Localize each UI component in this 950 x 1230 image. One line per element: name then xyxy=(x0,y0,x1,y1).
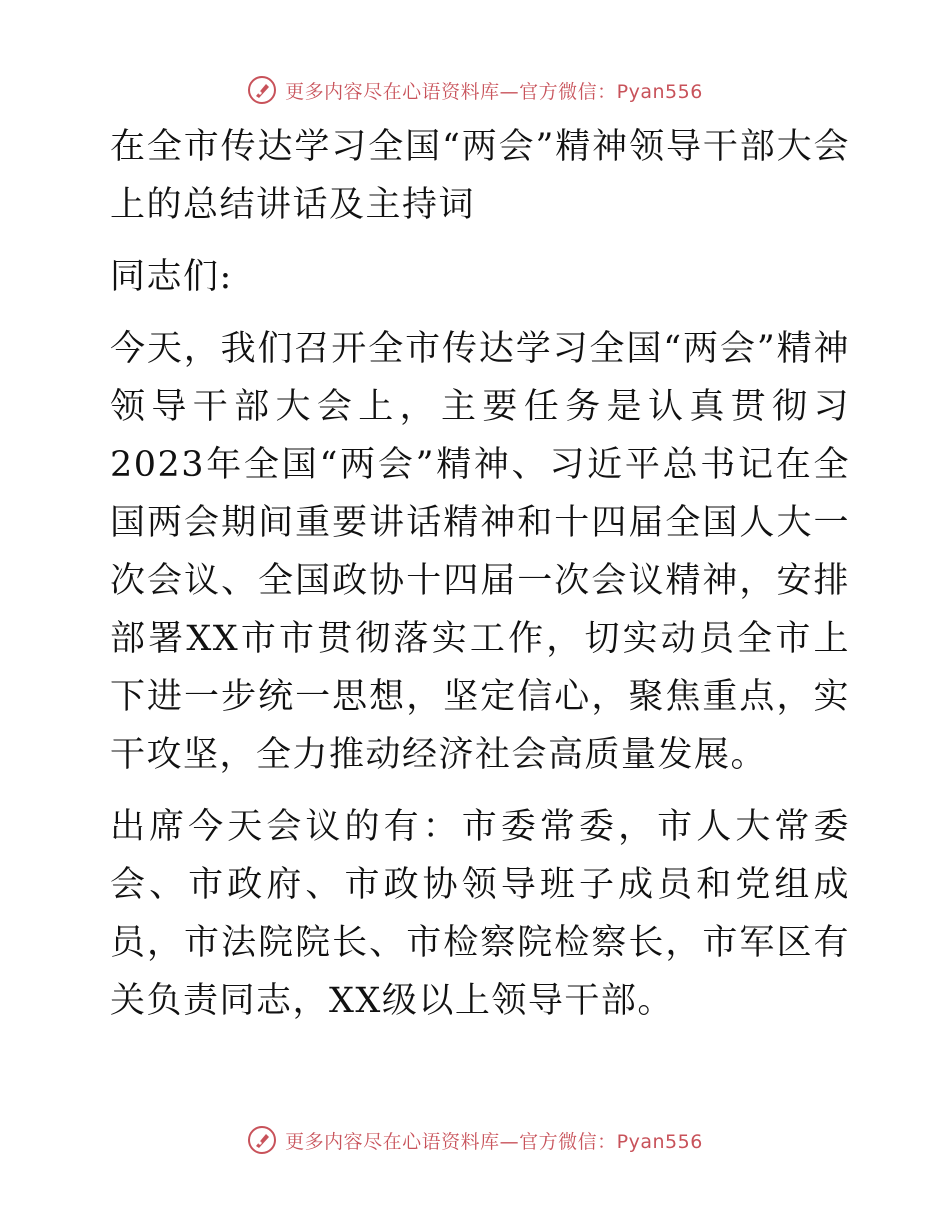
paragraph: 今天，我们召开全市传达学习全国“两会”精神领导干部大会上，主要任务是认真贯彻习2023年全国“两会”精神、习近平总书记在全国两会期间重要讲话精神和十四届全国人大一次会议、全国政协十四届一次会议精神，安排部署XX市市贯彻落实工作，切实动员全市上下进一步统一思想，坚定信心，聚焦重点，实干攻坚，全力推动经济社会高质量发展。 xyxy=(110,329,850,775)
pen-nib-logo-icon xyxy=(247,1125,277,1155)
pen-nib-logo-icon xyxy=(247,75,277,105)
header-watermark xyxy=(0,72,950,108)
footer-watermark xyxy=(0,1122,950,1158)
document-body xyxy=(98,118,850,1044)
paragraph: 出席今天会议的有：市委常委，市人大常委会、市政府、市政协领导班子成员和党组成员，市法院院长、市检察院检察长，市军区有关负责同志，XX级以上领导干部。 xyxy=(110,807,850,1021)
document-title: 在全市传达学习全国“两会”精神领导干部大会上的总结讲话及主持词 xyxy=(110,127,850,225)
watermark-text: 更多内容尽在心语资料库—官方微信：Pyan556 xyxy=(285,1130,703,1153)
salutation: 同志们: xyxy=(110,257,233,297)
watermark-text: 更多内容尽在心语资料库—官方微信：Pyan556 xyxy=(285,80,703,103)
